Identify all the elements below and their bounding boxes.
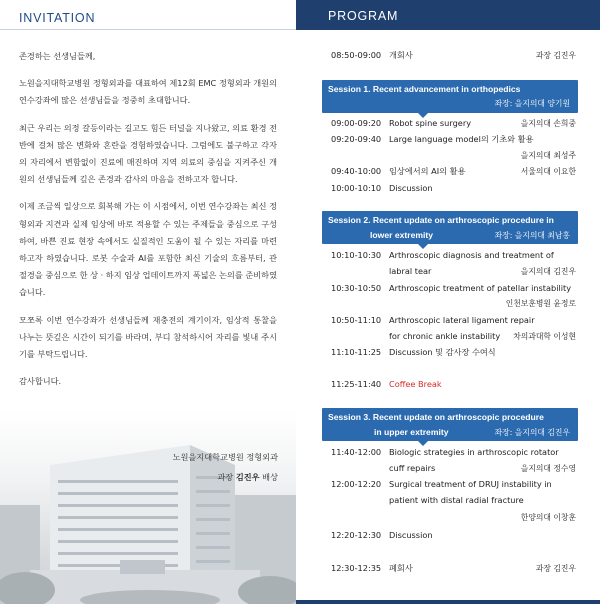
session-2-chair: 좌장: 을지의대 최남홍: [494, 231, 570, 240]
row-title: Arthroscopic treatment of patellar instability: [389, 283, 572, 293]
row-title-cont: cuff repairs: [389, 463, 436, 473]
session-1-banner: [322, 80, 578, 113]
row-time: 10:50-11:10: [331, 315, 382, 325]
letter-paragraph-3: 이제 조금씩 일상으로 회복해 가는 이 시점에서, 이번 연수강좌는 최신 정형외과 지견과 실제 임상에 바로 적용할 수 있는 주제들을 중심으로 구성하여, 바쁜 진료 현장 속에서도 실질적인 도움이 될 수 있는 자리를 마련하고자 하였습니다. 로봇 수술과 AI를 포함한 최신 기술의 흐름부터, 관절경을 중심으로 한 상 · 하지 임상 업데이트까지 폭넓은 논의를 준비하였습니다.: [19, 201, 277, 298]
program-title: PROGRAM: [328, 9, 399, 23]
row-title-cont: for chronic ankle instability: [389, 331, 501, 341]
row-time: 11:10-11:25: [331, 347, 382, 357]
signature-name-line: [18, 472, 278, 483]
letter-paragraph-1: 노원을지대학교병원 정형외과를 대표하여 제12회 EMC 정형외과 개원의 연수강좌에 많은 선생님들을 정중히 초대합니다.: [19, 78, 277, 106]
row-title: 개회사: [389, 50, 413, 60]
invitation-panel: [0, 0, 296, 604]
session-3-pointer: [418, 441, 428, 446]
letter-paragraph-2: 최근 우리는 의정 갈등이라는 길고도 힘든 터널을 지나왔고, 의료 환경 전반에 걸쳐 많은 변화와 혼란을 경험하였습니다. 그럼에도 불구하고 각자의 자리에서 변함없이 진료에 매진하며 지역 의료의 중심을 지켜주신 개원의 선생님들께 깊은 존경과 감사의 마음을 전하고자 합니다.: [19, 122, 277, 185]
row-time: 10:30-10:50: [331, 283, 382, 293]
row-time: 08:50-09:00: [331, 50, 382, 60]
letter-closing: 감사합니다.: [19, 376, 62, 387]
invitation-header: [0, 0, 296, 30]
row-time: 11:40-12:00: [331, 447, 382, 457]
row-speaker: 서울의대 이요한: [520, 167, 576, 176]
row-title: Biologic strategies in arthroscopic rotator: [389, 447, 559, 457]
program-header: [296, 0, 600, 30]
signature-suffix: 배상: [262, 472, 278, 482]
hospital-building-photo: [0, 410, 296, 604]
row-title: Arthroscopic diagnosis and treatment of: [389, 250, 554, 260]
letter-greeting: 존경하는 선생님들께,: [19, 51, 96, 61]
row-title: Discussion: [389, 530, 433, 540]
session-2-pointer: [418, 244, 428, 249]
coffee-break-label: Coffee Break: [389, 379, 442, 389]
row-affiliation: 한양의대 이창훈: [520, 513, 576, 522]
row-title: 임상에서의 AI의 활용: [389, 166, 466, 176]
row-time: 11:25-11:40: [331, 379, 382, 389]
row-time: 09:00-09:20: [331, 118, 382, 128]
row-title-cont: patient with distal radial fracture: [389, 495, 524, 505]
row-speaker: 을지의대 손희중: [520, 119, 576, 128]
row-speaker: 과장 김진우: [535, 564, 576, 573]
row-title: Large language model의 기초와 활용: [389, 134, 534, 144]
signature-name: 김진우: [235, 472, 260, 482]
invitation-letter: [19, 48, 277, 400]
hospital-building-illustration: [0, 410, 296, 604]
row-title: Surgical treatment of DRUJ instability in: [389, 479, 552, 489]
row-time: 09:20-09:40: [331, 134, 382, 144]
row-time: 09:40-10:00: [331, 166, 382, 176]
row-time: 12:20-12:30: [331, 530, 382, 540]
row-time: 12:00-12:20: [331, 479, 382, 489]
session-1-chair: 좌장: 을지의대 양기원: [494, 99, 570, 108]
row-title: Robot spine surgery: [389, 118, 472, 128]
session-3-chair: 좌장: 을지의대 김진우: [494, 428, 570, 437]
letter-paragraph-4: 모쪼록 이번 연수강좌가 선생님들께 재충전의 계기이자, 임상적 통찰을 나누는 뜻깊은 시간이 되기를 바라며, 부디 참석하시어 자리를 빛내 주시기를 부탁드립니다.: [19, 314, 277, 360]
signature-prefix: 과장: [217, 472, 234, 482]
session-3-banner: [322, 408, 578, 441]
session-3-title-line1: Session 3. Recent update on arthroscopic procedure: [328, 412, 544, 422]
row-title: Discussion 및 감사장 수여식: [389, 347, 496, 357]
row-title: Discussion: [389, 183, 433, 193]
row-speaker: 차의과대학 이성현: [513, 332, 576, 341]
row-title-cont: labral tear: [389, 266, 432, 276]
program-panel: [296, 0, 600, 604]
row-speaker: 을지의대 김진우: [520, 267, 576, 276]
row-time: 12:30-12:35: [331, 563, 382, 573]
signature-department: 노원을지대학교병원 정형외과: [172, 452, 278, 462]
row-speaker: 을지의대 정수영: [520, 464, 576, 473]
program-bottom-bar: [296, 600, 600, 604]
row-affiliation: 인천보훈병원 윤정로: [505, 299, 576, 308]
row-affiliation: 을지의대 최성주: [520, 151, 576, 160]
session-1-title: Session 1. Recent advancement in orthopedics: [328, 84, 521, 94]
row-speaker: 과장 김진우: [535, 51, 576, 60]
session-2-title-line2: lower extremity: [370, 230, 434, 240]
row-title: Arthroscopic lateral ligament repair: [389, 315, 535, 325]
row-title: 폐회사: [389, 563, 413, 573]
row-time: 10:10-10:30: [331, 250, 382, 260]
session-2-title-line1: Session 2. Recent update on arthroscopic procedure in: [328, 215, 554, 225]
session-2-banner: [322, 211, 578, 244]
invitation-title: INVITATION: [19, 11, 96, 25]
row-time: 10:00-10:10: [331, 183, 382, 193]
session-3-title-line2: in upper extremity: [374, 427, 449, 437]
